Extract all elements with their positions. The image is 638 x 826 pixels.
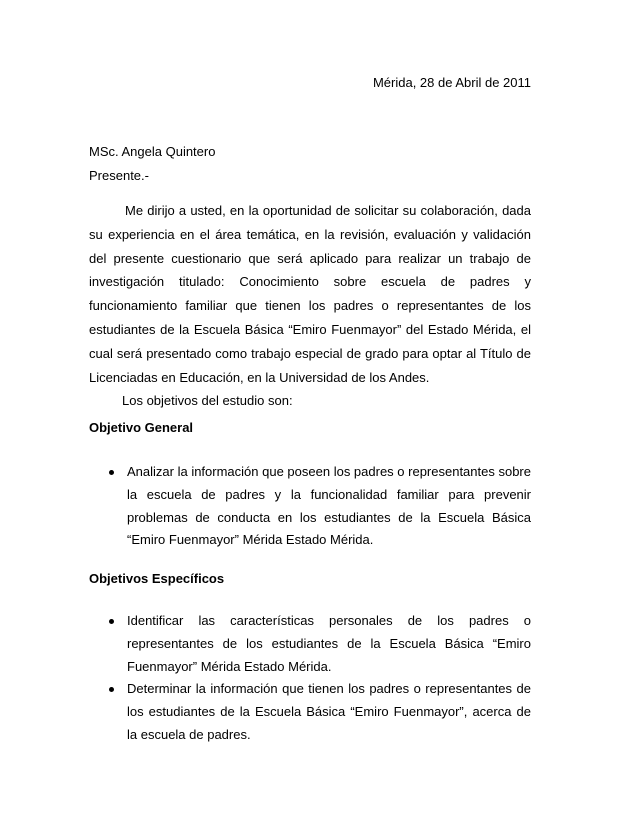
list-item [89,678,531,746]
specific-objectives-heading: Objetivos Específicos [89,571,225,586]
bullet-icon [109,619,114,624]
letter-body [89,199,531,413]
specific-objective-text: Determinar la información que tienen los padres o representantes de los estudiantes de la Escuela Básica “Emiro Fuenmayor”, acerca de la escuela de padres. [127,681,531,742]
list-item [89,461,531,552]
letter-date: Mérida, 28 de Abril de 2011 [372,75,531,90]
bullet-icon [109,687,114,692]
body-paragraph: Me dirijo a usted, en la oportunidad de solicitar su colaboración, dada su experiencia en el área temática, en la revisión, evaluación y validación del presente cuestionario que será aplicado para realizar un trabajo de investigación titulado: Conocimiento sobre escuela de padres y funcionamiento familiar que tienen los padres o representantes de los estudiantes de la Escuela Básica “Emiro Fuenmayor” del Estado Mérida, el cual será presentado como trabajo especial de grado para optar al Título de Licenciadas en Educación, en la Universidad de los Andes. [89,203,531,385]
specific-objectives-list [89,610,531,747]
specific-objective-text: Identificar las características personales de los padres o representantes de los estudiantes de la Escuela Básica “Emiro Fuenmayor” Mérida Estado Mérida. [127,613,531,674]
general-objective-list [89,461,531,552]
list-item [89,610,531,678]
recipient-name: MSc. Angela Quintero [89,144,216,159]
objectives-intro: Los objetivos del estudio son: [122,393,293,409]
bullet-icon [109,470,114,475]
greeting: Presente.- [89,168,149,183]
general-objective-text: Analizar la información que poseen los padres o representantes sobre la escuela de padres y la funcionalidad familiar para prevenir problemas de conducta en los estudiantes de la Escuela Básica “Emiro Fuenmayor” Mérida Estado Mérida. [127,464,531,548]
recipient-block [89,140,215,188]
general-objective-heading: Objetivo General [89,420,194,435]
